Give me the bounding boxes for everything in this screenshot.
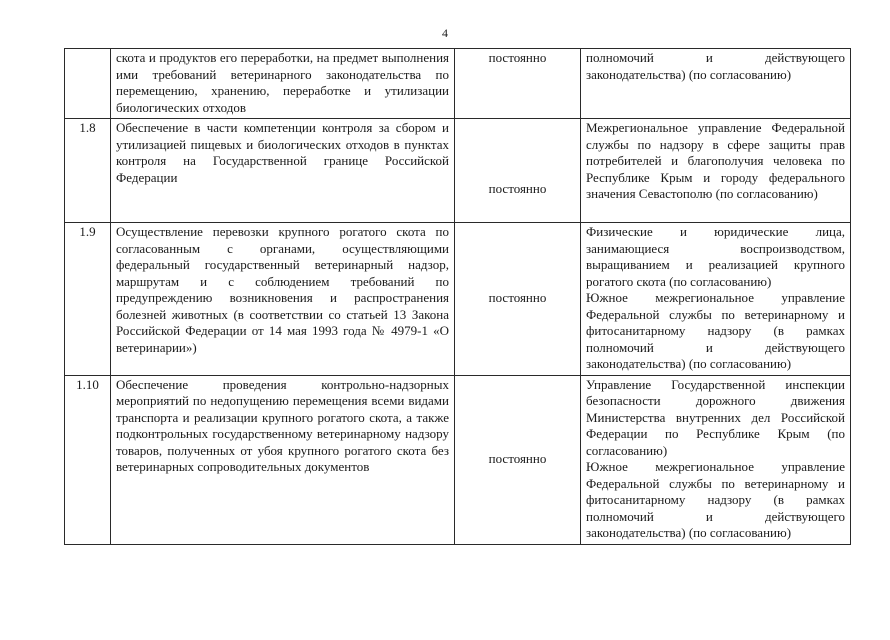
- row-number: [65, 49, 111, 119]
- table-row: [65, 375, 851, 544]
- row-responsible: [581, 375, 851, 544]
- table-row: [65, 119, 851, 223]
- responsible-entry: Южное межрегиональное управление Федеральной службы по ветеринарному и фитосанитарному надзору (в рамках полномочий и действующего законодательства) (по согласованию): [586, 459, 845, 540]
- responsible-entry: полномочий и действующего законодательства) (по согласованию): [586, 50, 845, 82]
- row-action: скота и продуктов его переработки, на предмет выполнения ими требований ветеринарного законодательства по перемещению, хранению, переработке и утилизации биологических отходов: [111, 49, 455, 119]
- row-term: постоянно: [455, 119, 581, 223]
- responsible-entry: Межрегиональное управление Федеральной службы по надзору в сфере защиты прав потребителей и благополучия человека по Республике Крым и городу федерального значения Севастополю (по согласованию): [586, 120, 845, 201]
- responsible-entry: Управление Государственной инспекции безопасности дорожного движения Министерства внутренних дел Российской Федерации по Республике Крым (по согласованию): [586, 376, 845, 458]
- row-responsible: [581, 49, 851, 119]
- row-responsible: [581, 223, 851, 376]
- row-action: Обеспечение проведения контрольно-надзорных мероприятий по недопущению перемещения всеми видами транспорта и реализации крупного рогатого скота, а также подконтрольных государственному ветеринарному надзору товаров, полученных от убоя крупного рогатого скота без ветеринарных сопроводительных документов: [111, 375, 455, 544]
- responsible-entry: Южное межрегиональное управление Федеральной службы по ветеринарному и фитосанитарному надзору (в рамках полномочий и действующего законодательства) (по согласованию): [586, 290, 845, 371]
- row-responsible: [581, 119, 851, 223]
- row-term: постоянно: [455, 49, 581, 119]
- row-term: постоянно: [455, 223, 581, 376]
- table-row: [65, 49, 851, 119]
- row-action: Обеспечение в части компетенции контроля за сбором и утилизацией пищевых и биологических отходов в пунктах контроля на Государственной границе Российской Федерации: [111, 119, 455, 223]
- table-row: [65, 223, 851, 376]
- row-number: 1.8: [65, 119, 111, 223]
- measures-table: [64, 48, 851, 545]
- responsible-entry: Физические и юридические лица, занимающиеся воспроизводством, выращиванием и реализацией крупного рогатого скота (по согласованию): [586, 224, 845, 289]
- page-number: 4: [442, 26, 448, 40]
- row-number: 1.9: [65, 223, 111, 376]
- row-number: 1.10: [65, 375, 111, 544]
- row-term: постоянно: [455, 375, 581, 544]
- row-action: Осуществление перевозки крупного рогатого скота по согласованным с органами, осуществляющими федеральный государственный ветеринарный надзор, маршрутам и с соблюдением требований по предупреждению возникновения и распространения болезней животных (в соответствии со статьей 13 Закона Российской Федерации от 14 мая 1993 года № 4979-1 «О ветеринарии»): [111, 223, 455, 376]
